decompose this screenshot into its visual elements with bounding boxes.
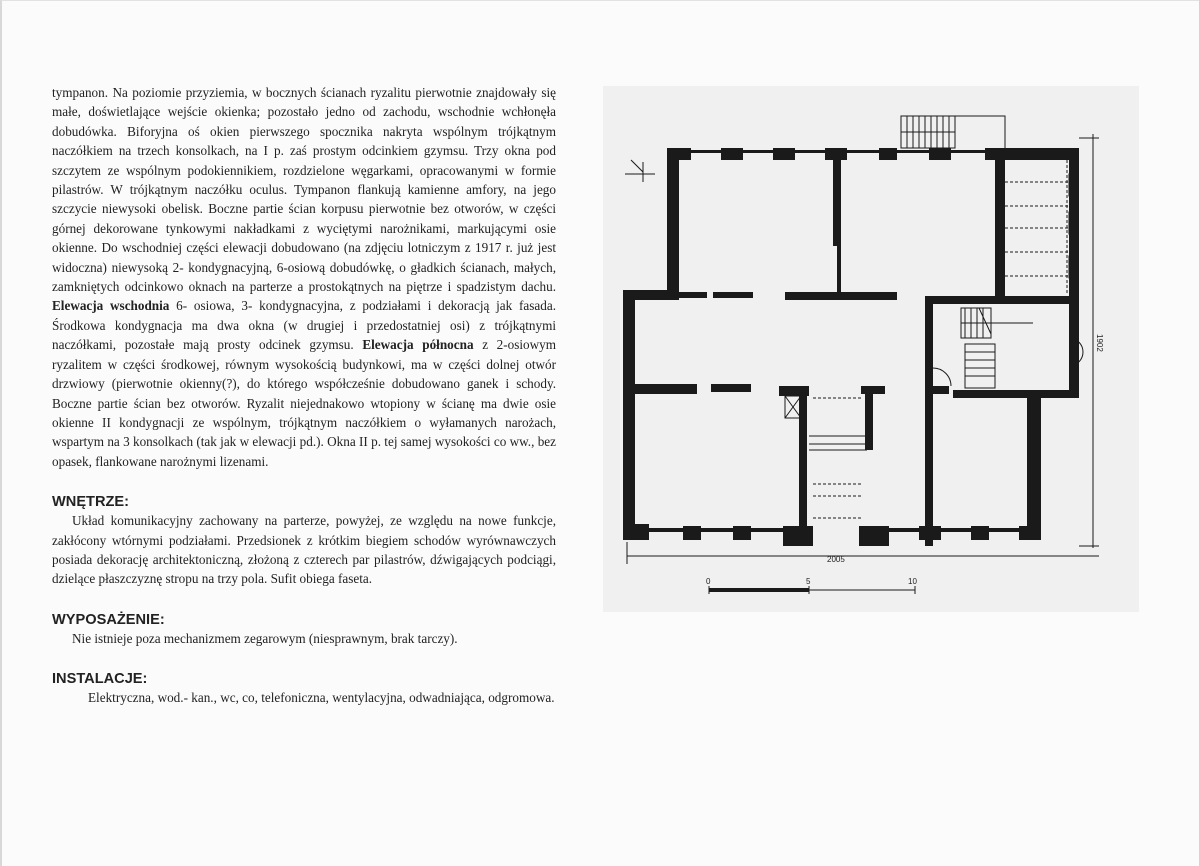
body-paragraph (52, 83, 556, 471)
section-text-installations: Elektryczna, wod.- kan., wc, co, telefoniczna, wentylacyjna, odwadniająca, odgromowa. (88, 690, 555, 706)
plan-walls (623, 148, 1079, 546)
paragraph-text-a: tympanon. Na poziomie przyziemia, w bocznych ścianach ryzalitu pierwotnie znajdowały się małe, doświetlające wejście okienka; pozostało jedno od zachodu, wschodnie wchłonęła dobudówka. Biforyjna oś okien pierwszego spocznika nakryta wspólnym trójkątnym naczółkiem na trzech konsolkach, na I p. zaś prostym odcinkiem gzymsu. Trzy okna pod szczytem ze wspólnym podokiennikiem, rozdzielone węgarkami, opracowanymi w formie pilastrów. W trójkątnym naczółku oculus. Tympanon flankują kamienne amfory, na jego szczycie niewysoki obelisk. Boczne partie ścian korpusu pierwotnie bez otworów, w części górnej dekorowane tynkowymi nakładkami z wyciętymi narożnikami, markującymi osie okienne. Do wschodniej części elewacji dobudowano (na zdjęciu lotniczym z 1917 r. już jest widoczna) niewysoką 2- kondygnacyjną, 6-osiową dobudówkę, o gładkich ścianach, małych, zamkniętych odcinkowo oknach na parterze a prostokątnych na piętrze i spadzistym dachu. (52, 85, 556, 295)
paragraph-text-c: 6- osiowa, 3- kondygnacyjna, z podziałami i dekoracją jak fasada. Środkowa kondygnacja ma dwa okna (w drugiej i przedostatniej osi) z trójkątnymi naczółkami, pozostałe mają prosty odcinek gzymsu. (52, 298, 556, 353)
scale-label-5: 5 (806, 577, 811, 586)
dim-height-label: 1902 (1095, 334, 1104, 352)
dim-width-label: 2005 (827, 555, 845, 564)
section-heading-equipment: WYPOSAŻENIE: (52, 611, 165, 628)
heading-east-elevation: Elewacja wschodnia (52, 298, 170, 314)
floor-plan-drawing (603, 86, 1139, 612)
text-column (52, 83, 556, 708)
scale-bar-filled (709, 588, 809, 592)
section-text-equipment: Nie istnieje poza mechanizmem zegarowym (niesprawnym, brak tarczy). (72, 630, 458, 646)
floor-plan-figure (603, 86, 1139, 612)
paragraph-text-e: z 2-osiowym ryzalitem w części środkowej, równym wysokością budynkowi, ma w części dolnej otwór drzwiowy (pierwotnie okienny(?), do którego współcześnie dobudowano ganek i schody. Boczne partie ścian bez otworów. Ryzalit niejednakowo wtopiony w ścianę ma dwie osie okienne II kondygnacji ze wspólnym, trójkątnym naczółkiem o wyłamanych narożach, wspartym na 3 konsolkach (tak jak w elewacji pd.). Okna II p. tej samej wysokości co ww., bez opasek, flankowane narożnymi lizenami. (52, 337, 557, 469)
section-text-interior: Układ komunikacyjny zachowany na parterze, powyżej, ze względu na nowe funkcje, zakłócony wtórnymi podziałami. Przedsionek z krótkim biegiem schodów wyrównawczych posiada dekorację architektoniczną, złożoną z czterech par pilastrów, dźwigających podciągi, dzielące płaszczyznę stropu na trzy pola. Sufit obiega faseta. (52, 513, 556, 587)
section-heading-interior: WNĘTRZE: (52, 494, 130, 511)
scale-label-10: 10 (908, 577, 917, 586)
scale-label-0: 0 (706, 577, 711, 586)
heading-north-elevation: Elewacja północna (362, 337, 474, 353)
section-heading-installations: INSTALACJE: (52, 671, 148, 688)
